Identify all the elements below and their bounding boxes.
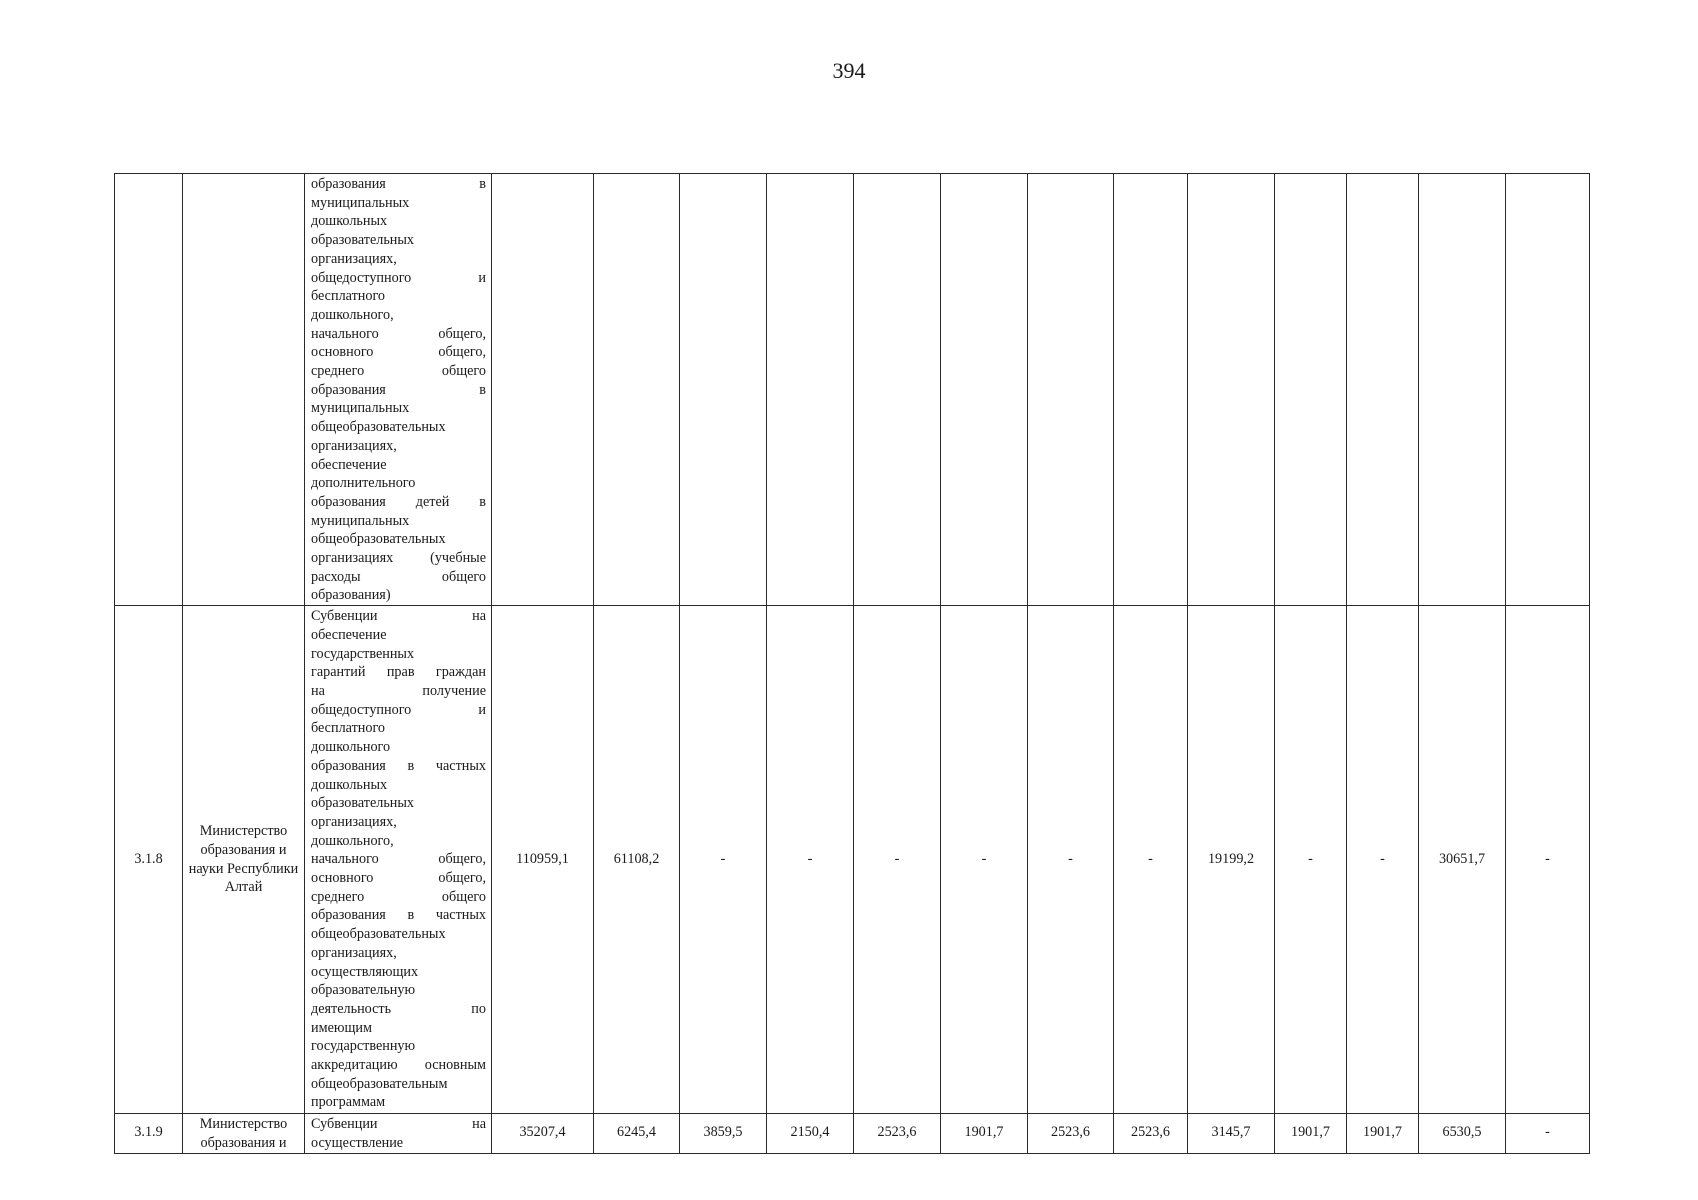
department-cell: Министерство образования и xyxy=(183,1114,305,1153)
description-line: муниципальных xyxy=(311,194,410,211)
description-line: общедоступного и xyxy=(311,269,486,286)
page-number: 394 xyxy=(832,58,866,83)
budget-table xyxy=(114,173,1590,1154)
value-cell: - xyxy=(1506,606,1590,1114)
value-cell: - xyxy=(1347,606,1419,1114)
description-cell xyxy=(305,174,492,606)
description-line: среднего общего xyxy=(311,363,486,380)
description-line: образования в xyxy=(311,381,486,398)
description-line: деятельность по xyxy=(311,1000,486,1017)
value-cell: - xyxy=(680,606,767,1114)
description-line: образовательных xyxy=(311,232,415,249)
value-cell xyxy=(1506,174,1590,606)
value-cell xyxy=(1028,174,1114,606)
description-line: образовательную xyxy=(311,982,416,999)
description-line: организациях, xyxy=(311,250,397,267)
value-cell: 2523,6 xyxy=(1114,1114,1188,1153)
description-line: дошкольных xyxy=(311,776,388,793)
description-line: среднего общего xyxy=(311,888,486,905)
table-row xyxy=(115,174,1590,606)
value-cell xyxy=(854,174,941,606)
description-line: основного общего, xyxy=(311,870,486,887)
department-cell xyxy=(183,174,305,606)
description-line: начального общего, xyxy=(311,325,486,342)
description-line: государственную xyxy=(311,1038,416,1055)
value-cell: - xyxy=(854,606,941,1114)
department-cell: Министерство образования и науки Республики Алтай xyxy=(183,606,305,1114)
value-cell: - xyxy=(767,606,854,1114)
value-cell xyxy=(594,174,680,606)
value-cell xyxy=(767,174,854,606)
description-line: осуществляющих xyxy=(311,963,419,980)
value-cell: 3145,7 xyxy=(1188,1114,1275,1153)
value-cell xyxy=(1114,174,1188,606)
description-cell xyxy=(305,1114,492,1153)
value-cell: 2150,4 xyxy=(767,1114,854,1153)
description-line: бесплатного xyxy=(311,720,386,737)
description-line: обеспечение xyxy=(311,626,387,643)
value-cell: 2523,6 xyxy=(1028,1114,1114,1153)
value-cell: - xyxy=(1114,606,1188,1114)
description-line: Субвенции на xyxy=(311,1116,486,1133)
description-line: осуществление xyxy=(311,1134,404,1151)
value-cell: 35207,4 xyxy=(492,1114,594,1153)
value-cell xyxy=(680,174,767,606)
description-line: гарантий прав граждан xyxy=(311,664,486,681)
description-line: дошкольного, xyxy=(311,306,394,323)
row-number-cell xyxy=(115,174,183,606)
description-line: общеобразовательных xyxy=(311,926,446,943)
value-cell: - xyxy=(1506,1114,1590,1153)
value-cell: 1901,7 xyxy=(941,1114,1028,1153)
row-number-cell: 3.1.9 xyxy=(115,1114,183,1153)
value-cell: - xyxy=(941,606,1028,1114)
description-line: начального общего, xyxy=(311,851,486,868)
description-line: дошкольного, xyxy=(311,832,394,849)
description-line: программам xyxy=(311,1094,386,1111)
description-line: государственных xyxy=(311,645,415,662)
value-cell: - xyxy=(1275,606,1347,1114)
description-line: образовательных xyxy=(311,795,415,812)
value-cell: 6245,4 xyxy=(594,1114,680,1153)
description-line: организациях (учебные xyxy=(311,550,486,567)
value-cell: 61108,2 xyxy=(594,606,680,1114)
value-cell: 3859,5 xyxy=(680,1114,767,1153)
value-cell: 110959,1 xyxy=(492,606,594,1114)
value-cell xyxy=(1275,174,1347,606)
description-line: дошкольного xyxy=(311,739,391,756)
description-line: организациях, xyxy=(311,944,397,961)
description-line: дошкольных xyxy=(311,213,388,230)
row-number-cell: 3.1.8 xyxy=(115,606,183,1114)
description-line: организациях, xyxy=(311,813,397,830)
description-line: на получение xyxy=(311,682,486,699)
value-cell: - xyxy=(1028,606,1114,1114)
description-line: аккредитацию основным xyxy=(311,1057,486,1074)
value-cell: 19199,2 xyxy=(1188,606,1275,1114)
description-line: общеобразовательных xyxy=(311,531,446,548)
value-cell: 1901,7 xyxy=(1347,1114,1419,1153)
table-row xyxy=(115,606,1590,1114)
description-line: имеющим xyxy=(311,1019,372,1036)
description-line: образования в частных xyxy=(311,907,486,924)
description-line: образования в xyxy=(311,176,486,192)
value-cell xyxy=(1347,174,1419,606)
description-line: образования детей в xyxy=(311,493,486,510)
description-line: дополнительного xyxy=(311,475,416,492)
description-line: бесплатного xyxy=(311,288,386,305)
table-row xyxy=(115,1114,1590,1153)
value-cell xyxy=(1188,174,1275,606)
table-body xyxy=(115,174,1590,1154)
description-line: муниципальных xyxy=(311,512,410,529)
description-line: общеобразовательных xyxy=(311,419,446,436)
value-cell xyxy=(1419,174,1506,606)
value-cell: 30651,7 xyxy=(1419,606,1506,1114)
description-line: образования) xyxy=(311,587,391,604)
description-line: общедоступного и xyxy=(311,701,486,718)
description-line: общеобразовательным xyxy=(311,1075,448,1092)
description-line: основного общего, xyxy=(311,344,486,361)
description-line: организациях, xyxy=(311,437,397,454)
value-cell: 2523,6 xyxy=(854,1114,941,1153)
description-cell xyxy=(305,606,492,1114)
description-line: муниципальных xyxy=(311,400,410,417)
value-cell xyxy=(941,174,1028,606)
value-cell: 1901,7 xyxy=(1275,1114,1347,1153)
description-line: расходы общего xyxy=(311,568,486,585)
description-line: обеспечение xyxy=(311,456,387,473)
value-cell: 6530,5 xyxy=(1419,1114,1506,1153)
description-line: Субвенции на xyxy=(311,608,486,625)
value-cell xyxy=(492,174,594,606)
description-line: образования в частных xyxy=(311,757,486,774)
